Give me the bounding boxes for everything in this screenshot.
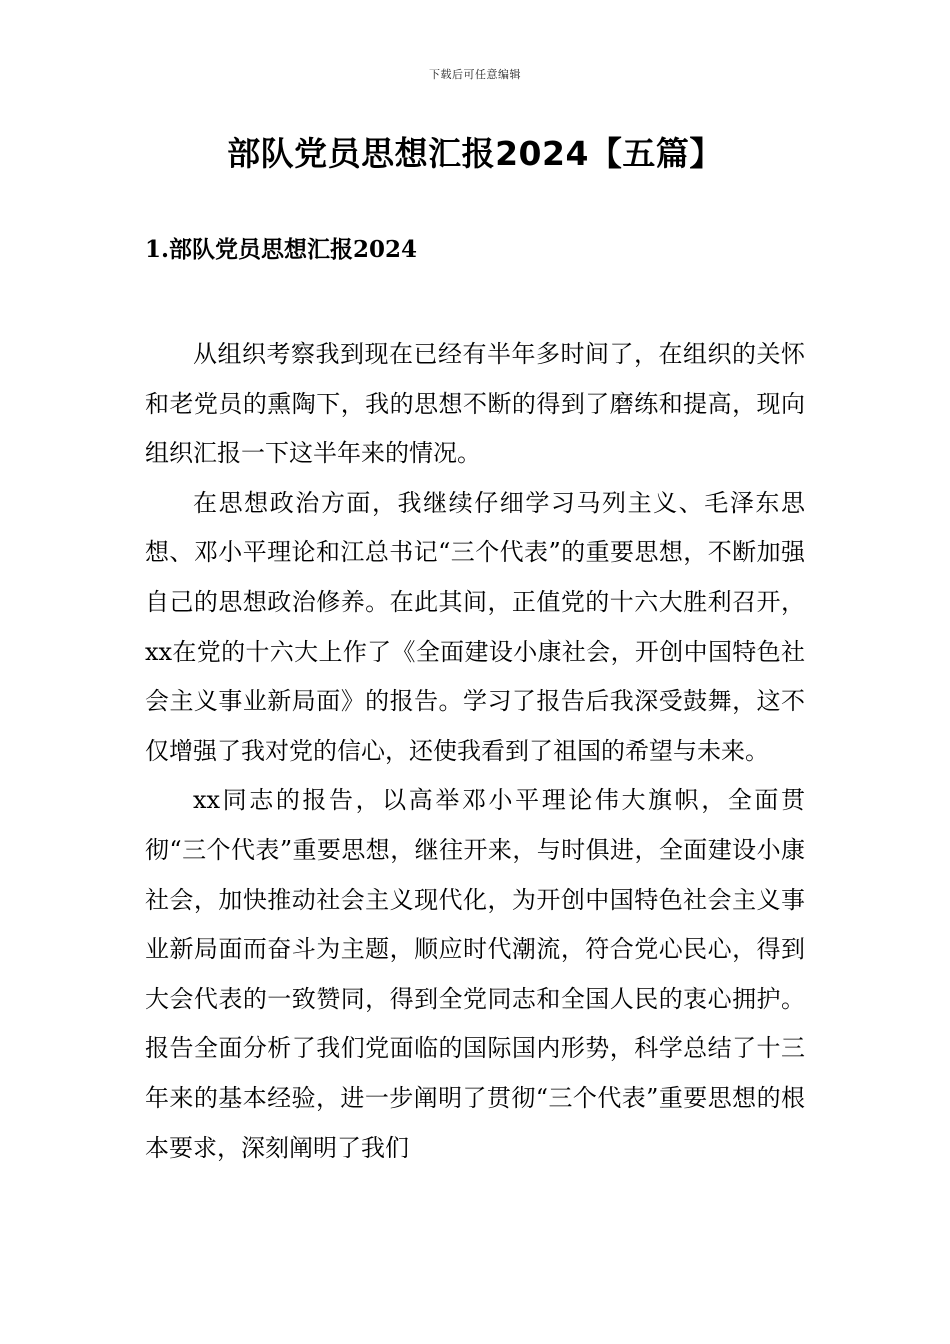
paragraph: 从组织考察我到现在已经有半年多时间了，在组织的关怀和老党员的熏陶下，我的思想不断的得到了磨练和提高，现向组织汇报一下这半年来的情况。 bbox=[145, 340, 805, 468]
paragraph: xx同志的报告，以高举邓小平理论伟大旗帜，全面贯彻“三个代表”重要思想，继往开来，与时俱进，全面建设小康社会，加快推动社会主义现代化，为开创中国特色社会主义事业新局面而奋斗为主题，顺应时代潮流，符合党心民心，得到大会代表的一致赞同，得到全党同志和全国人民的衷心拥护。报告全面分析了我们党面临的国际国内形势，科学总结了十三年来的基本经验，进一步阐明了贯彻“三个代表”重要思想的根本要求，深刻阐明了我们 bbox=[145, 786, 805, 1162]
header-note: 下载后可任意编辑 bbox=[429, 68, 521, 81]
section-heading: 1.部队党员思想汇报2024 bbox=[145, 236, 418, 263]
paragraph: 在思想政治方面，我继续仔细学习马列主义、毛泽东思想、邓小平理论和江总书记“三个代表”的重要思想，不断加强自己的思想政治修养。在此其间，正值党的十六大胜利召开，xx在党的十六大上作了《全面建设小康社会，开创中国特色社会主义事业新局面》的报告。学习了报告后我深受鼓舞，这不仅增强了我对党的信心，还使我看到了祖国的希望与未来。 bbox=[145, 488, 805, 765]
document-title: 部队党员思想汇报2024【五篇】 bbox=[227, 134, 723, 173]
body-text bbox=[145, 330, 805, 1173]
